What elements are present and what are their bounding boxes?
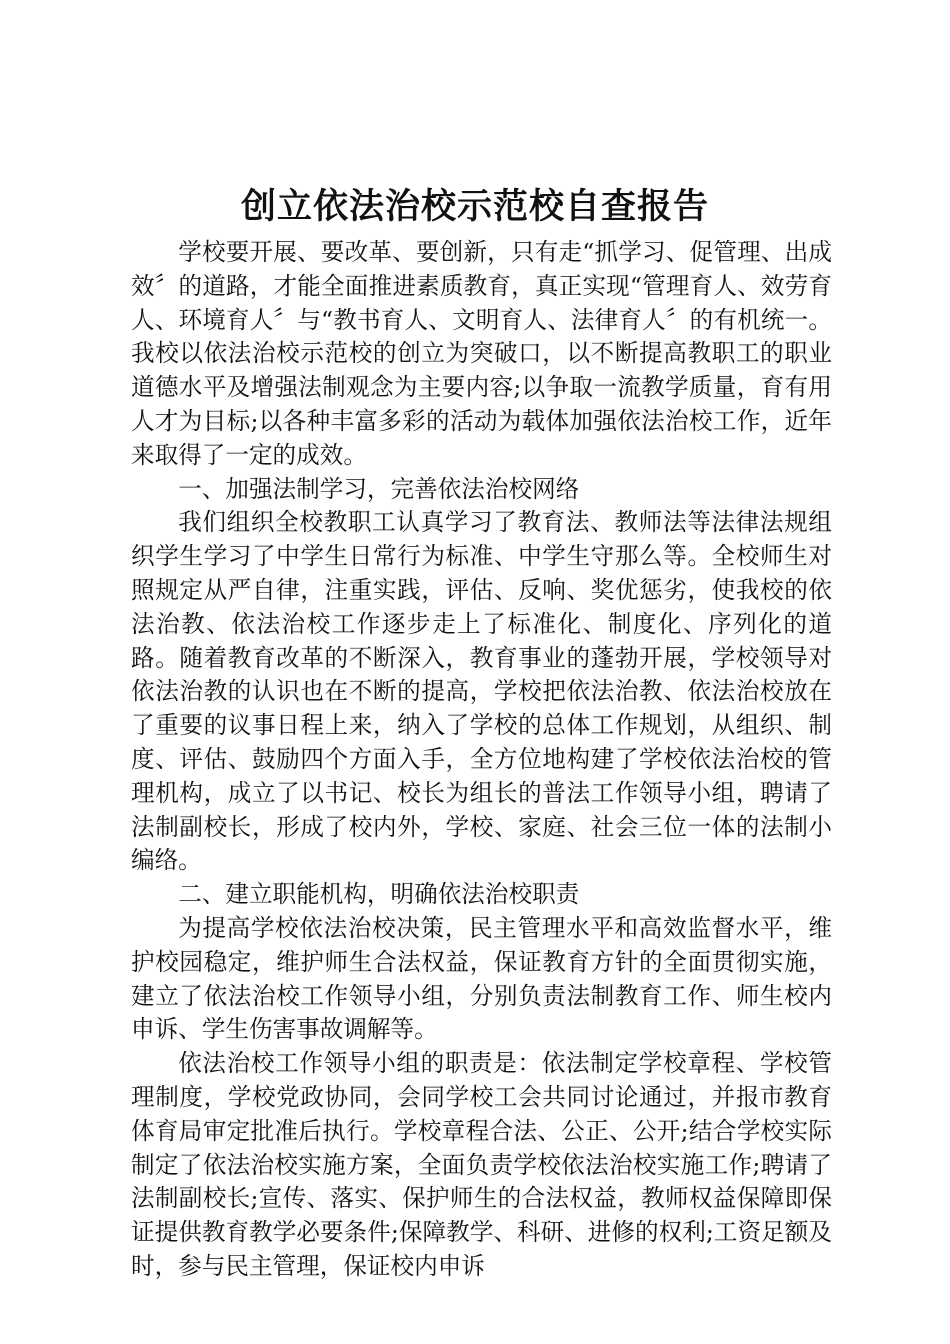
paragraph-section-1: 我们组织全校教职工认真学习了教育法、教师法等法律法规组织学生学习了中学生日常行为标准、中学生守那么等。全校师生对照规定从严自律，注重实践，评估、反响、奖优惩劣，使我校的依法治教、依法治校工作逐步走上了标准化、制度化、序列化的道路。随着教育改革的不断深入，教育事业的蓬勃开展，学校领导对依法治教的认识也在不断的提高，学校把依法治教、依法治校放在了重要的议事日程上来，纳入了学校的总体工作规划，从组织、制度、评估、鼓励四个方面入手，全方位地构建了学校依法治校的管理机构，成立了以书记、校长为组长的普法工作领导小组，聘请了法制副校长，形成了校内外，学校、家庭、社会三位一体的法制小编络。 xyxy=(131,508,832,875)
document-title: 创立依法治校示范校自查报告 xyxy=(240,186,709,227)
document-body xyxy=(131,236,832,1284)
section-heading-1: 一、加强法制学习，完善依法治校网络 xyxy=(178,474,580,503)
paragraph-intro: 学校要开展、要改革、要创新，只有走“抓学习、促管理、出成效〞的道路，才能全面推进素质教育，真正实现“管理育人、效劳育人、环境育人〞与“教书育人、文明育人、法律育人〞的有机统一。我校以依法治校示范校的创立为突破口，以不断提高教职工的职业道德水平及增强法制观念为主要内容;以争取一流教学质量，育有用人才为目标;以各种丰富多彩的活动为载体加强依法治校工作，近年来取得了一定的成效。 xyxy=(131,238,832,469)
paragraph-section-2b: 依法治校工作领导小组的职责是：依法制定学校章程、学校管理制度，学校党政协同，会同学校工会共同讨论通过，并报市教育体育局审定批准后执行。学校章程合法、公正、公开;结合学校实际制定了依法治校实施方案，全面负责学校依法治校实施工作;聘请了法制副校长;宣传、落实、保护师生的合法权益，教师权益保障即保证提供教育教学必要条件;保障教学、科研、进修的权利;工资足额及时，参与民主管理，保证校内申诉 xyxy=(131,1049,832,1280)
paragraph-section-2a: 为提高学校依法治校决策，民主管理水平和高效监督水平，维护校园稳定，维护师生合法权益，保证教育方针的全面贯彻实施，建立了依法治校工作领导小组，分别负责法制教育工作、师生校内申诉、学生伤害事故调解等。 xyxy=(131,913,832,1044)
section-heading-2: 二、建立职能机构，明确依法治校职责 xyxy=(178,880,580,909)
